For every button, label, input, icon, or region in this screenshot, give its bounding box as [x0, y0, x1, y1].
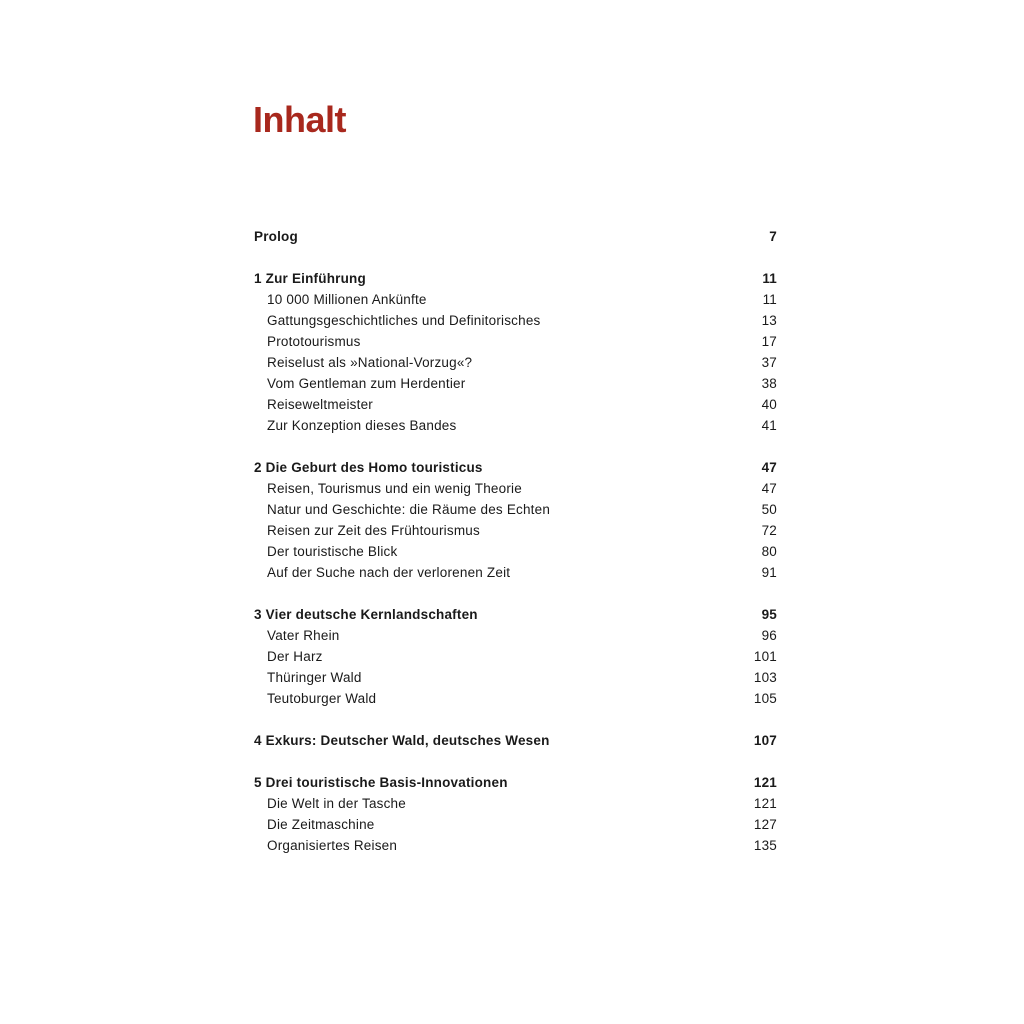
toc-entry-row: [254, 352, 777, 373]
toc-entry-title: 10 000 Millionen Ankünfte: [267, 292, 427, 307]
toc-page-number: 47: [761, 481, 777, 496]
toc-entry-title: Gattungsgeschichtliches und Definitorisches: [267, 313, 541, 328]
toc-entry-row: [254, 331, 777, 352]
toc-entry-row: [254, 373, 777, 394]
toc-entry-row: [254, 562, 777, 583]
toc-chapter-row: [254, 457, 777, 478]
toc-entry-row: [254, 541, 777, 562]
toc-chapter-row: [254, 772, 777, 793]
toc-page-number: 96: [761, 628, 777, 643]
toc-page-number: 135: [753, 838, 777, 853]
toc-entry-row: [254, 310, 777, 331]
toc-entry-title: Thüringer Wald: [267, 670, 362, 685]
toc-chapter-title: 4 Exkurs: Deutscher Wald, deutsches Wesen: [254, 733, 550, 748]
toc-page-number: 37: [761, 355, 777, 370]
toc-chapters: [254, 268, 777, 856]
toc-chapter-row: [254, 268, 777, 289]
toc-page-number: 17: [761, 334, 777, 349]
toc-section-chapter-2: [254, 457, 777, 583]
toc-entry-title: Reisen zur Zeit des Frühtourismus: [267, 523, 480, 538]
toc-page-number: 38: [761, 376, 777, 391]
toc-entry-row: [254, 394, 777, 415]
toc-page-number: 127: [753, 817, 777, 832]
toc-entry-title: Auf der Suche nach der verlorenen Zeit: [267, 565, 511, 580]
toc-chapter-title: 5 Drei touristische Basis-Innovationen: [254, 775, 508, 790]
toc-page-number: 105: [753, 691, 777, 706]
toc-entry-row: [254, 646, 777, 667]
toc-chapter-row: [254, 730, 777, 751]
toc-page-number: 72: [761, 523, 777, 538]
toc-page-number: 41: [761, 418, 777, 433]
toc-page-number: 40: [761, 397, 777, 412]
toc-page-number: 7: [769, 229, 777, 244]
toc-chapter-title: 2 Die Geburt des Homo touristicus: [254, 460, 483, 475]
toc-page-number: 121: [753, 775, 777, 790]
toc-page-number: 103: [753, 670, 777, 685]
toc-page-number: 101: [753, 649, 777, 664]
toc-chapter-title: 1 Zur Einführung: [254, 271, 366, 286]
toc-section-chapter-1: [254, 268, 777, 436]
toc-entry-row: [254, 478, 777, 499]
toc-entry-row: [254, 793, 777, 814]
toc-entry-row: [254, 415, 777, 436]
toc-entry-title: Reiseweltmeister: [267, 397, 373, 412]
toc-page-number: 95: [761, 607, 777, 622]
toc-entry-title: Vater Rhein: [267, 628, 340, 643]
toc-entry-row: [254, 499, 777, 520]
toc-chapter-title: 3 Vier deutsche Kernlandschaften: [254, 607, 478, 622]
toc-entry-title: Reisen, Tourismus und ein wenig Theorie: [267, 481, 522, 496]
toc-page-number: 11: [762, 271, 777, 286]
toc-section-chapter-5: [254, 772, 777, 856]
toc-chapter-row: [254, 604, 777, 625]
page-title: Inhalt: [253, 99, 346, 140]
toc-chapter-title: Prolog: [254, 229, 298, 244]
toc-entry-title: Vom Gentleman zum Herdentier: [267, 376, 466, 391]
toc-section-prolog: [254, 226, 777, 247]
toc-entry-title: Der touristische Blick: [267, 544, 398, 559]
toc-page-number: 91: [761, 565, 777, 580]
toc-entry-title: Teutoburger Wald: [267, 691, 377, 706]
toc-entry-title: Der Harz: [267, 649, 323, 664]
toc-entry-row: [254, 667, 777, 688]
toc-entry-title: Prototourismus: [267, 334, 361, 349]
toc-page-number: 11: [762, 292, 777, 307]
toc-entry-title: Organisiertes Reisen: [267, 838, 398, 853]
table-of-contents: [254, 226, 777, 877]
toc-entry-title: Natur und Geschichte: die Räume des Echten: [267, 502, 551, 517]
toc-entry-title: Die Zeitmaschine: [267, 817, 375, 832]
toc-entry-row: [254, 835, 777, 856]
toc-page-number: 47: [761, 460, 777, 475]
toc-entry-title: Zur Konzeption dieses Bandes: [267, 418, 457, 433]
toc-chapter-row: [254, 226, 777, 247]
toc-section-chapter-4: [254, 730, 777, 751]
toc-entry-title: Reiselust als »National-Vorzug«?: [267, 355, 473, 370]
toc-page-number: 107: [753, 733, 777, 748]
toc-page-number: 50: [761, 502, 777, 517]
toc-entry-title: Die Welt in der Tasche: [267, 796, 406, 811]
toc-section-chapter-3: [254, 604, 777, 709]
toc-page-number: 121: [753, 796, 777, 811]
toc-entry-row: [254, 625, 777, 646]
toc-page-number: 80: [761, 544, 777, 559]
toc-entry-row: [254, 520, 777, 541]
toc-entry-row: [254, 688, 777, 709]
toc-entry-row: [254, 289, 777, 310]
toc-entry-row: [254, 814, 777, 835]
toc-page-number: 13: [761, 313, 777, 328]
